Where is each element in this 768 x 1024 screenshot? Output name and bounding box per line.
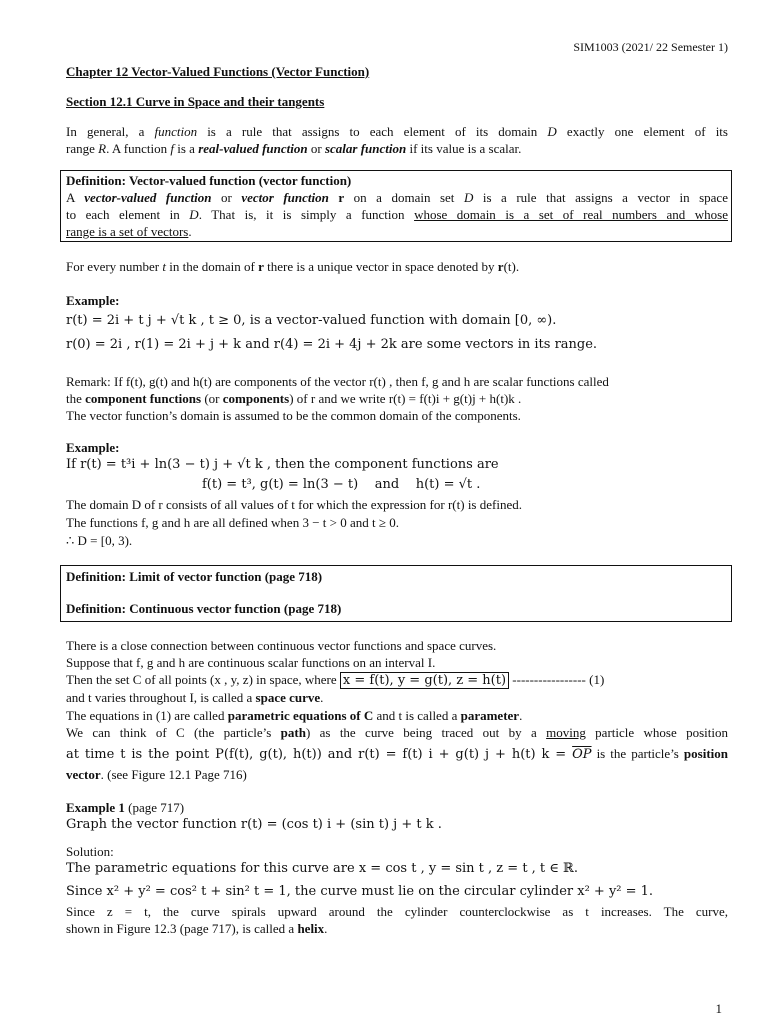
example-2-line-3: The domain D of r consists of all values of t for which the expression for r(t) is defined. [66,497,522,512]
intro-line-1: In general, a function is a rule that assigns to each element of its domain D exactly one element of its [66,124,728,139]
example-2-line-4: The functions f, g and h are all defined when 3 − t > 0 and t ≥ 0. [66,515,399,530]
para-line-1: There is a close connection between continuous vector functions and space curves. [66,638,497,653]
para-line-8: vector. (see Figure 12.1 Page 716) [66,767,247,782]
definition-title: Definition: Vector-valued function (vector function) [66,173,352,188]
example-2-label: Example: [66,440,120,455]
solution-line-1: The parametric equations for this curve are x = cos t , y = sin t , z = t , t ∈ ℝ. [66,861,578,876]
page-number: 1 [715,1001,722,1016]
example-2-line-5: ∴ D = [0, 3). [66,533,133,548]
remark-line-3: The vector function’s domain is assumed to be the common domain of the components. [66,408,521,423]
example-equation-1: r(t) = 2i + t j + √t k , t ≥ 0, is a vector-valued function with domain [0, ∞). [66,313,557,328]
para-line-6: We can think of C (the particle’s path) as the curve being traced out by a moving particle whose position [66,725,728,740]
definition-limit-title: Definition: Limit of vector function (page 718) [66,569,323,584]
para-line-5: The equations in (1) are called parametric equations of C and t is called a parameter. [66,708,523,723]
definition-line-3: range is a set of vectors. [66,224,192,239]
example-equation-2: r(0) = 2i , r(1) = 2i + j + k and r(4) = 2i + 4j + 2k are some vectors in its range. [66,337,598,352]
definition-continuous-title: Definition: Continuous vector function (page 718) [66,601,342,616]
solution-line-4: shown in Figure 12.3 (page 717), is called a helix. [66,921,328,936]
course-header: SIM1003 (2021/ 22 Semester 1) [573,40,728,54]
intro-line-2: range R. A function f is a real-valued function or scalar function if its value is a scalar. [66,141,522,156]
para-line-4: and t varies throughout I, is called a space curve. [66,690,324,705]
parametric-equations-box: x = f(t), y = g(t), z = h(t) [340,672,509,689]
remark-line-2: the component functions (or components) of r and we write r(t) = f(t)i + g(t)j + h(t)k . [66,391,522,406]
section-title: Section 12.1 Curve in Space and their tangents [66,94,325,109]
para-line-3: Then the set C of all points (x , y, z) in space, where x = f(t), y = g(t), z = h(t) ----------------- (1) [66,672,605,688]
para-line-2: Suppose that f, g and h are continuous scalar functions on an interval I. [66,655,436,670]
remark-line-1: Remark: If f(t), g(t) and h(t) are components of the vector r(t) , then f, g and h are scalar functions called [66,374,609,389]
definition-line-2: to each element in D. That is, it is simply a function whose domain is a set of real numbers and whose [66,207,728,222]
chapter-title: Chapter 12 Vector-Valued Functions (Vector Function) [66,64,370,79]
every-number-line: For every number t in the domain of r there is a unique vector in space denoted by r(t). [66,259,520,274]
example-1-line-1: Graph the vector function r(t) = (cos t) i + (sin t) j + t k . [66,817,442,832]
example-1-label: Example 1 (page 717) [66,800,185,815]
definition-line-1: A vector-valued function or vector function r on a domain set D is a rule that assigns a vector in space [66,190,728,205]
example-2-line-2: f(t) = t³, g(t) = ln(3 − t) and h(t) = √t . [202,477,481,492]
para-line-7: at time t is the point P(f(t), g(t), h(t)) and r(t) = f(t) i + g(t) j + h(t) $k = \overline{OP}$ is the particle’s position [66,746,728,762]
solution-line-3: Since z = t, the curve spirals upward around the cylinder counterclockwise as t increases. The curve, [66,904,728,919]
example-2-line-1: If r(t) = t³i + ln(3 − t) j + √t k , then the component functions are [66,457,499,472]
solution-line-2: Since x² + y² = cos² t + sin² t = 1, the curve must lie on the circular cylinder x² + y² = 1. [66,884,654,899]
solution-label: Solution: [66,844,114,859]
example-label: Example: [66,293,120,308]
